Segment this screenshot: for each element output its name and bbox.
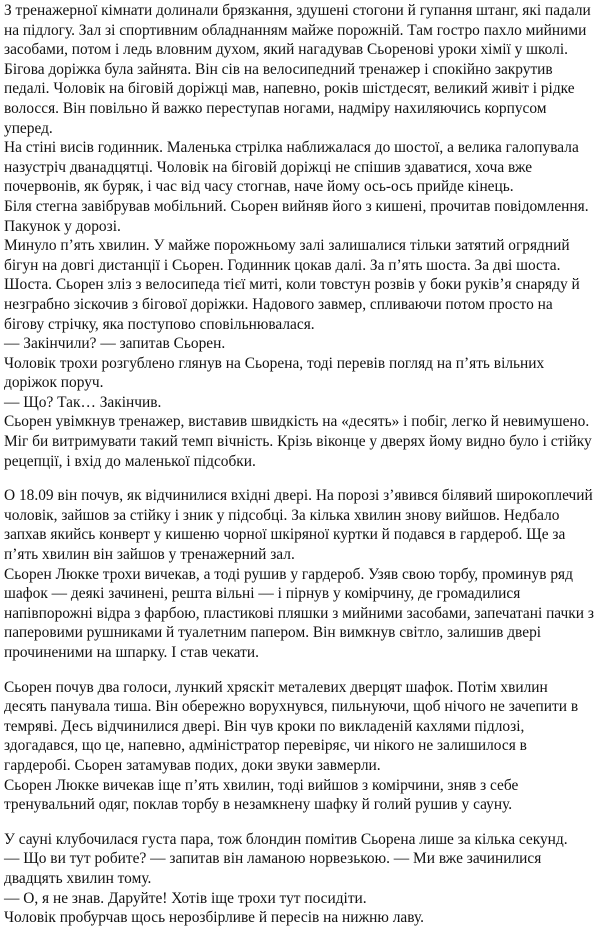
paragraph-gap	[4, 815, 594, 830]
paragraph-treadmill: Сьорен увімкнув тренажер, виставив швидкість на «десять» і побіг, легко й невимушено. Міг би витримувати такий темп вічність. Крізь віконце у дверях йому видно було і стійку рецепції, і вхід до маленької підсобки.	[4, 413, 592, 470]
paragraph-five-minutes: Минуло п’ять хвилин. У майже порожньому залі залишалися тільки затятий огрядний бігун на довгі дистанції і Сьорен. Годинник цокав далі. За п’ять шоста. За дві шоста.	[4, 237, 570, 274]
paragraph-gap	[4, 471, 594, 486]
paragraph-dialogue-apology: — О, я не знав. Даруйте! Хотів іще трохи тут посидіти.	[4, 889, 367, 907]
paragraph-lower-bench: Чоловік пробурчав щось нерозбірливе й пересів на нижню лаву.	[4, 909, 424, 927]
paragraph-gym-room: З тренажерної кімнати долинали брязкання, здушені стогони й гупання штанг, які падали на підлогу. Зал зі спортивним обладнанням майже порожній. Там гостро пахло мийними засобами, потом і ледь вловним духом, який нагадував Сьоренові уроки хімії у школі. Бігова доріжка була зайнята. Він сів на велосипедний тренажер і спокійно закрутив педалі. Чоловік на біговій доріжці мав, напевно, років шістдесят, великий живіт і рідке волосся. Він повільно й важко переступав ногами, надміру нахиляючись корпусом уперед.	[4, 2, 591, 137]
paragraph-sauna-steam: У сауні клубочилася густа пара, тож блондин помітив Сьорена лише за кілька секунд.	[4, 830, 568, 848]
paragraph-clock: На стіні висів годинник. Маленька стрілка наближалася до шостої, а велика галопувала назустріч дванадцятці. Чоловік на біговій доріжці не спішив здаватися, хоча вже почервонів, як буряк, і час від часу стогнав, наче йому ось-ось прийде кінець.	[4, 139, 579, 196]
paragraph-dialogue-question: — Що ви тут робите? — запитав він ламаною норвезькою. — Ми вже зачинилися двадцять хвилин тому.	[4, 850, 542, 887]
paragraph-phone: Біля стегна завібрував мобільний. Сьорен вийняв його з кишені, прочитав повідомлення. Пакунок у дорозі.	[4, 197, 589, 235]
paragraph-dialogue-finished: — Закінчили? — запитав Сьорен.	[4, 335, 226, 353]
paragraph-six-oclock: Шоста. Сьорен зліз з велосипеда тієї миті, коли товстун розвів у боки руків’я снаряду й незграбно зіскочив з бігової доріжки. Надового завмер, спливаючи потом просто на бігову стрічку, яка поступово сповільнювалася.	[4, 276, 580, 333]
paragraph-two-voices: Сьорен почув два голоси, лункий хряскіт металевих дверцят шафок. Потім хвилин десять панувала тиша. Він обережно ворухнувся, пильнуючи, щоб нічого не зачепити в темряві. Десь відчинилися двері. Він чув кроки по викладеній кахлями підлозі, здогадався, що це, напевно, адміністратор перевіряє, чи нікого не залишилося в гардеробі. Сьорен затамував подих, доки звуки завмерли.	[4, 678, 579, 774]
paragraph-dialogue-reply: — Що? Так… Закінчив.	[4, 393, 162, 411]
paragraph-man-glanced: Чоловік трохи розгублено глянув на Сьорена, тоді перевів погляд на п’ять вільних доріжок поруч.	[4, 354, 545, 392]
paragraph-to-sauna: Сьорен Люкке вичекав іще п’ять хвилин, тоді вийшов з комірчини, зняв з себе тренувальний одяг, поклав торбу в незамкнену шафку й голий рушив у сауну.	[4, 776, 519, 814]
paragraph-gap	[4, 663, 594, 678]
paragraph-storeroom: Сьорен Люкке трохи вичекав, а тоді рушив у гардероб. Узяв свою торбу, проминув ряд шафок — деякі зачинені, решта вільні — і пірнув у комірчину, де громадилися напівпорожні відра з фарбою, пластикові пляшки з мийними засобами, запечатані пачки з паперовими рушниками й туалетним папером. Він вимкнув світло, залишив двері прочиненими на шпарку. І став чекати.	[4, 565, 594, 661]
paragraph-door-opened: О 18.09 він почув, як відчинилися вхідні двері. На порозі з’явився білявий широкоплечий чоловік, зайшов за стійку і зник у підсобці. За кілька хвилин знову вийшов. Недбало запхав якийсь конверт у кишеню чорної шкіряної куртки й подався в гардероб. Ще за п’ять хвилин він зайшов у тренажерний зал.	[4, 487, 593, 564]
